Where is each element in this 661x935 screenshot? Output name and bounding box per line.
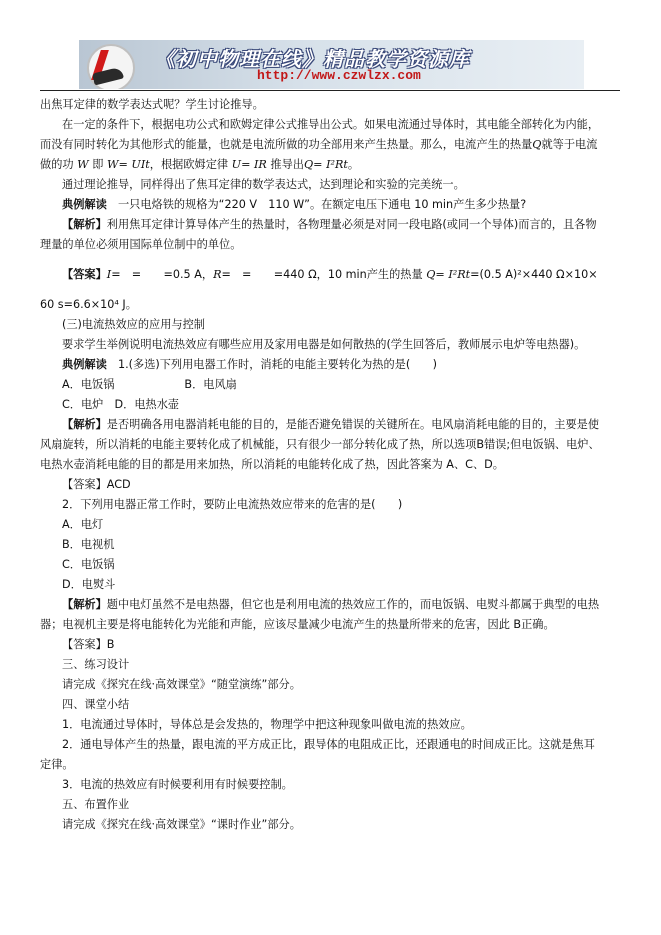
formula-var: Q (532, 138, 542, 151)
text-line: 【解析】题中电灯虽然不是电热器，但它也是利用电流的热效应工作的，而电饭锅、电熨斗都属于典型的电热 (62, 598, 600, 611)
text-line: 在一定的条件下，根据电功公式和欧姆定律公式推导出公式。如果电流通过导体时，其电能全部转化为内能， (62, 118, 600, 131)
text-line: 请完成《探究在线·高效课堂》“课时作业”部分。 (62, 818, 301, 831)
section-heading: 五、布置作业 (62, 798, 130, 811)
analysis-label: 【解析】 (62, 598, 107, 611)
text-line: C．电饭锅 (62, 558, 115, 571)
text-line: 做的功 W 即 W= UIt，根据欧姆定律 U= IR 推导出Q= I²Rt。 (40, 158, 360, 171)
analysis-label: 【解析】 (62, 218, 107, 231)
text-line: B．电视机 (62, 538, 115, 551)
header-divider (40, 90, 620, 91)
text-line: 3．电流的热效应有时候要利用有时候要控制。 (62, 778, 293, 791)
formula: U= IR (231, 158, 267, 171)
answer-label: 【答案】 (62, 268, 107, 281)
text-line: C．电炉 D．电热水壶 (62, 398, 180, 411)
text-line: 【解析】利用焦耳定律计算导体产生的热量时，各物理量必须是对同一段电路(或同一个导体)而言的，且各物 (62, 218, 597, 231)
text-line: 【答案】ACD (62, 478, 131, 491)
formula: Q= I²Rt (426, 268, 471, 281)
text-line: 定律。 (40, 758, 74, 771)
banner-url: http://www.czwlzx.com (257, 68, 421, 83)
text-line: 【答案】I= = =0.5 A，R= = =440 Ω，10 min产生的热量 Q= I²Rt=(0.5 A)²×440 Ω×10× (62, 268, 598, 281)
text-line: 通过理论推导，同样得出了焦耳定律的数学表达式，达到理论和实验的完美统一。 (62, 178, 465, 191)
text-line: 电热水壶消耗电能的目的都是用来加热，所以消耗的电能转化成了热，因此答案为 A、C、D。 (40, 458, 504, 471)
section-heading: 四、课堂小结 (62, 698, 130, 711)
text-line: 【答案】B (62, 638, 115, 651)
text-line: 典例解读 一只电烙铁的规格为“220 V 110 W”。在额定电压下通电 10 min产生多少热量? (62, 198, 527, 211)
text-line: 60 s=6.6×10⁴ J。 (40, 298, 137, 311)
example-label: 典例解读 (62, 358, 107, 371)
text-line: 2．下列用电器正常工作时，要防止电流热效应带来的危害的是( ) (62, 498, 403, 511)
formula-var: I (106, 268, 112, 281)
formula-var: W (77, 158, 89, 171)
option-b: B．电风扇 (184, 378, 237, 391)
formula-var: R (213, 268, 222, 281)
section-heading: 三、练习设计 (62, 658, 130, 671)
text-line: D．电熨斗 (62, 578, 116, 591)
text-line: 出焦耳定律的数学表达式呢？学生讨论推导。 (40, 98, 264, 111)
text-line: 请完成《探究在线·高效课堂》“随堂演练”部分。 (62, 678, 301, 691)
text-line: A．电灯 (62, 518, 104, 531)
text-line: 【解析】是否明确各用电器消耗电能的目的，是能否避免错误的关键所在。电风扇消耗电能的目的，主要是使 (62, 418, 600, 431)
text-line: 要求学生举例说明电流热效应有哪些应用及家用电器是如何散热的(学生回答后，教师展示电炉等电热器)。 (62, 338, 586, 351)
text-line: (三)电流热效应的应用与控制 (62, 318, 205, 331)
header-banner (79, 40, 584, 89)
analysis-label: 【解析】 (62, 418, 107, 431)
text-line: 而没有同时转化为其他形式的能量，也就是电流所做的功全部用来产生热量。那么，电流产生的热量Q就等于电流 (40, 138, 598, 151)
text-line: 理量的单位必须用国际单位制中的单位。 (40, 238, 242, 251)
formula: W= UIt (106, 158, 150, 171)
text-line (62, 378, 237, 392)
text-line: 风扇旋转，所以消耗的电能主要转化成了机械能，只有很少一部分转化成了热，所以选项B错误;但电饭锅、电炉、 (40, 438, 600, 451)
text-line: 1．电流通过导体时，导体总是会发热的，物理学中把这种现象叫做电流的热效应。 (62, 718, 472, 731)
text-line: 典例解读 1.(多选)下列用电器工作时，消耗的电能主要转化为热的是( ) (62, 358, 437, 371)
text-line: 2．通电导体产生的热量，跟电流的平方成正比，跟导体的电阻成正比，还跟通电的时间成正比。这就是焦耳 (62, 738, 595, 751)
option-a: A．电饭锅 (62, 378, 115, 391)
text-line: 器；电视机主要是将电能转化为光能和声能，应该尽量减少电流产生的热量所带来的危害，因此 B正确。 (40, 618, 555, 631)
example-label: 典例解读 (62, 198, 107, 211)
formula: Q= I²Rt (303, 158, 348, 171)
banner-title: 《初中物理在线》精品教学资源库 (155, 47, 470, 71)
